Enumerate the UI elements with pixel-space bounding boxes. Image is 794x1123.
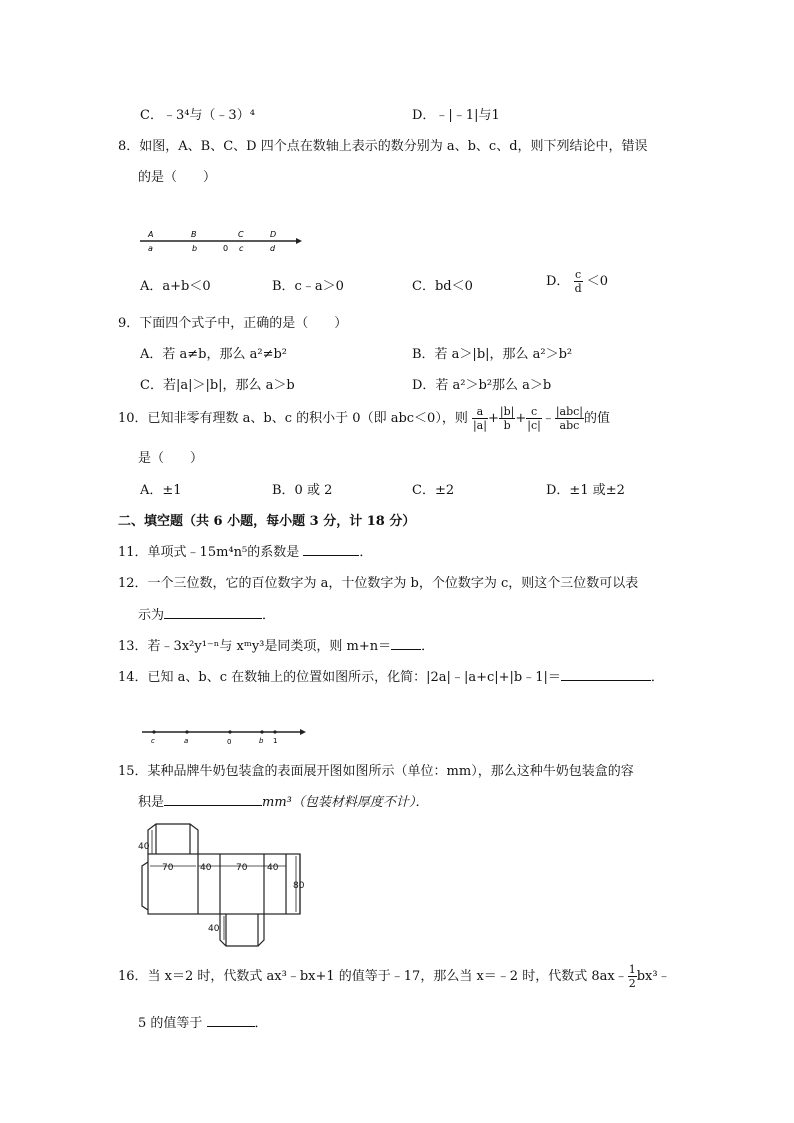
q11-suffix: ．	[359, 545, 373, 560]
q8-option-b: B．c﹣a＞0	[272, 279, 344, 294]
glue-tab	[142, 862, 148, 910]
q14-label-a: a	[184, 737, 189, 745]
q10-fraction-4	[555, 405, 584, 432]
q8-label-d: d	[270, 244, 276, 253]
q16-answer-blank[interactable]	[207, 1014, 255, 1027]
q10-fraction-3	[526, 405, 542, 432]
q8-label-B: B	[191, 230, 197, 239]
q16-text: 16．当 x＝2 时，代数式 ax³﹣bx+1 的值等于﹣17，那么当 x＝﹣2 时，代数式 8ax﹣	[118, 969, 628, 984]
fraction-numerator: 1	[628, 963, 636, 976]
q7-option-c: C．﹣3⁴与（﹣3）⁴	[140, 108, 255, 123]
q10-option-c: C．±2	[412, 483, 455, 498]
q13-answer-blank[interactable]	[391, 637, 421, 650]
fraction-numerator: c	[526, 405, 542, 419]
q10-option-a: A．±1	[140, 483, 182, 498]
fraction-numerator: c	[575, 268, 582, 281]
q9-stem: 9．下面四个式子中，正确的是（ ）	[118, 316, 348, 331]
q8-label-D: D	[270, 230, 277, 239]
q12-answer-blank[interactable]	[164, 606, 262, 619]
q12-suffix: ．	[262, 608, 276, 623]
q12-line1: 12．一个三位数，它的百位数字为 a，十位数字为 b，个位数字为 c，则这个三位数可以表	[118, 576, 639, 591]
q8-label-A: A	[148, 230, 154, 239]
fraction-numerator: |b|	[499, 405, 515, 418]
q8-label-b: b	[192, 244, 198, 253]
q11-text: 11．单项式﹣15m⁴n⁵的系数是	[118, 545, 300, 560]
q10-stem-suffix: 的值	[584, 411, 611, 426]
dim-label-height: 80	[293, 881, 305, 891]
q16-line2	[138, 1012, 268, 1031]
dim-label-depth-2: 40	[267, 863, 279, 873]
q10-stem-line2: 是（ ）	[138, 451, 204, 466]
q9-option-d: D．若 a²＞b²那么 a＞b	[412, 378, 552, 393]
q13-suffix: ．	[421, 639, 435, 654]
q14-point-c	[152, 730, 155, 733]
q8-stem-line1: 8．如图，A、B、C、D 四个点在数轴上表示的数分别为 a、b、c、d，则下列结论中，错误	[118, 139, 648, 154]
q7-option-d: D．﹣|﹣1|与1	[412, 108, 500, 123]
fraction-denominator: |c|	[527, 419, 541, 432]
q16-suffix: bx³﹣	[636, 969, 671, 984]
q14-axis-arrow	[300, 729, 306, 735]
q13	[118, 635, 434, 654]
fraction-denominator: d	[574, 282, 582, 295]
q12-line2-prefix: 示为	[138, 608, 165, 623]
q14-point-zero	[228, 730, 231, 733]
fraction-denominator: |a|	[472, 419, 487, 432]
q8-axis-arrow	[296, 238, 302, 244]
q8-label-zero: 0	[223, 244, 229, 253]
q15-line2-prefix: 积是	[138, 795, 165, 810]
q8-label-a: a	[148, 244, 153, 253]
dim-label-depth: 40	[200, 863, 212, 873]
plus-sign: +	[515, 411, 527, 426]
q14-label-zero: 0	[227, 738, 232, 746]
q14-answer-blank[interactable]	[561, 668, 651, 681]
q16-fraction	[628, 963, 637, 990]
q14-text: 14．已知 a、b、c 在数轴上的位置如图所示，化简：|2a|﹣|a+c|+|b﹣1|＝	[118, 670, 561, 685]
q14-point-one	[273, 730, 276, 733]
fraction-denominator: abc	[559, 419, 580, 432]
q9-option-c: C．若|a|＞|b|，那么 a＞b	[140, 378, 295, 393]
q10-fraction-2	[499, 405, 515, 432]
q10-option-b: B．0 或 2	[272, 483, 333, 498]
q15-box-net-diagram	[134, 822, 314, 950]
dim-label-bottom-flap: 40	[208, 924, 220, 934]
q14	[118, 666, 664, 685]
q16-line1	[118, 960, 671, 994]
q16-line2-suffix: ．	[254, 1016, 268, 1031]
q8-option-a: A．a+b＜0	[140, 279, 211, 294]
q11	[118, 541, 372, 560]
q15-line2-suffix: mm³（包装材料厚度不计）．	[262, 795, 429, 810]
fraction-numerator: |abc|	[555, 405, 584, 418]
q10-fraction-1	[472, 405, 488, 432]
q8-option-d-prefix: D．	[546, 274, 570, 289]
minus-sign: ﹣	[541, 411, 555, 426]
q8-label-C: C	[238, 230, 244, 239]
plus-sign: +	[487, 411, 499, 426]
dim-label-width: 70	[162, 863, 174, 873]
q16-line2-prefix: 5 的值等于	[138, 1016, 203, 1031]
fraction-numerator: a	[472, 405, 488, 419]
q15-line1: 15．某种品牌牛奶包装盒的表面展开图如图所示（单位：mm），那么这种牛奶包装盒的容	[118, 764, 634, 779]
q14-label-c: c	[151, 737, 155, 745]
dim-label-width-2: 70	[236, 863, 248, 873]
q11-answer-blank[interactable]	[303, 543, 359, 556]
q14-suffix: ．	[650, 670, 664, 685]
q8-stem-line2: 的是（ ）	[138, 170, 217, 185]
q9-option-b: B．若 a＞|b|，那么 a²＞b²	[412, 347, 573, 362]
q12-line2	[138, 604, 275, 623]
q10-option-d: D．±1 或±2	[546, 483, 625, 498]
section-heading: 二、填空题（共 6 小题，每小题 3 分，计 18 分）	[118, 514, 416, 529]
q10-stem-prefix: 10．已知非零有理数 a、b、c 的积小于 0（即 abc＜0），则	[118, 411, 468, 426]
q10-stem-line1	[118, 402, 610, 436]
q8-label-c: c	[239, 244, 244, 253]
q8-number-line	[136, 226, 306, 256]
bottom-flap	[220, 914, 264, 946]
fraction-denominator: 2	[628, 977, 636, 990]
dim-label-top-flap: 40	[138, 842, 150, 852]
q13-text: 13．若﹣3x²y¹⁻ⁿ与 xᵐy³是同类项，则 m+n＝	[118, 639, 392, 654]
q14-number-line	[138, 724, 310, 746]
q8-option-c: C．bd＜0	[412, 279, 473, 294]
q14-point-b	[260, 730, 263, 733]
q8-option-d-fraction	[574, 268, 583, 295]
q9-option-a: A．若 a≠b，那么 a²≠b²	[140, 347, 288, 362]
q15-line2	[138, 791, 428, 810]
q8-option-d	[546, 268, 608, 295]
fraction-denominator: b	[503, 419, 511, 432]
q8-option-d-suffix: ＜0	[586, 274, 609, 289]
q14-label-one: 1	[273, 737, 278, 745]
q14-label-b: b	[259, 737, 264, 745]
q14-point-a	[185, 730, 188, 733]
q15-answer-blank[interactable]	[164, 793, 262, 806]
